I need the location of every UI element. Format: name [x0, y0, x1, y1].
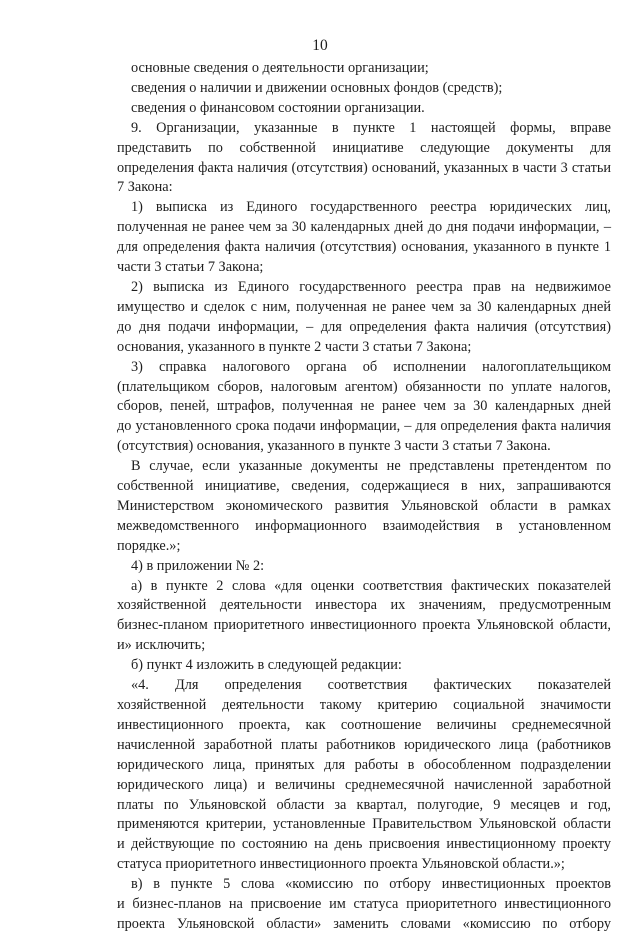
text-line: статуса приоритетного инвестиционного проекта Ульяновской области.»;	[117, 856, 565, 873]
text-line: сборов, пеней, штрафов, полученная не ранее чем за 30 календарных дней	[117, 398, 611, 415]
document-body	[117, 59, 611, 935]
page-number: 10	[312, 37, 328, 54]
text-line: имущество и сделок с ним, полученная не ранее чем за 30 календарных дней	[117, 298, 611, 315]
text-line: юридического лица, принятых для работы в обособленном подразделении	[117, 756, 611, 773]
text-line: собственной инициативе, сведения, содержащиеся в них, запрашиваются	[117, 478, 611, 495]
text-line: и бизнес-планов на присвоение им статуса приоритетного инвестиционного	[117, 896, 611, 913]
text-line: 1) выписка из Единого государственного реестра юридических лиц,	[131, 199, 611, 216]
text-line: платы по Ульяновской области за квартал, полугодие, 9 месяцев и год,	[117, 796, 611, 813]
text-line: Министерством экономического развития Ульяновской области в рамках	[117, 497, 611, 514]
text-line: межведомственного информационного взаимодействия в установленном	[117, 517, 611, 534]
text-line: и действующие по состоянию на день присвоения инвестиционному проекту	[117, 836, 611, 853]
text-line: в) в пункте 5 слова «комиссию по отбору инвестиционных проектов	[131, 876, 611, 893]
text-line: части 3 статьи 7 Закона;	[117, 259, 264, 276]
text-line: и» исключить;	[117, 637, 206, 654]
text-line: 3) справка налогового органа об исполнении налогоплательщиком	[131, 358, 611, 375]
text-line: порядке.»;	[117, 537, 181, 554]
text-line: применяются критерии, установленные Правительством Ульяновской области	[117, 816, 611, 833]
text-line: (плательщиком сборов, налоговым агентом) обязанности по уплате налогов,	[117, 378, 611, 395]
text-line: (отсутствия) основания, указанного в пункте 3 части 3 статьи 7 Закона.	[117, 438, 551, 455]
text-line: инвестиционного проекта, как соотношение величины среднемесячной	[117, 716, 611, 733]
text-line: полученная не ранее чем за 30 календарных дней до дня подачи информации, –	[117, 219, 611, 236]
text-line: определения факта наличия (отсутствия) оснований, указанных в части 3 статьи	[117, 159, 611, 176]
text-line: проекта Ульяновской области» заменить словами «комиссию по отбору	[117, 915, 611, 932]
text-line: для определения факта наличия (отсутствия) основания, указанного в пункте 1	[117, 239, 611, 256]
text-line: начисленной заработной платы работников юридического лица (работников	[117, 736, 611, 753]
text-line: бизнес-планом приоритетного инвестиционного проекта Ульяновской области,	[117, 617, 611, 634]
text-line: основные сведения о деятельности организации;	[131, 60, 429, 76]
text-line: до установленного срока подачи информации, – для определения факта наличия	[117, 418, 611, 435]
text-line: до дня подачи информации, – для определения факта наличия (отсутствия)	[117, 318, 611, 335]
text-line: 2) выписка из Единого государственного реестра прав на недвижимое	[131, 278, 611, 295]
text-line: сведения о финансовом состоянии организации.	[131, 99, 425, 116]
text-line: представить по собственной инициативе следующие документы для	[117, 139, 611, 156]
text-line: «4. Для определения соответствия фактических показателей	[131, 677, 611, 694]
text-line: сведения о наличии и движении основных фондов (средств);	[131, 79, 503, 96]
text-line: а) в пункте 2 слова «для оценки соответствия фактических показателей	[131, 577, 611, 594]
text-line: 7 Закона:	[117, 179, 173, 196]
text-line: хозяйственной деятельности такому критерию социальной значимости	[117, 697, 611, 713]
text-line: б) пункт 4 изложить в следующей редакции:	[131, 657, 402, 674]
text-line: хозяйственной деятельности инвестора их значениям, предусмотренным	[117, 597, 611, 614]
text-line: юридического лица) и величины среднемесячной начисленной заработной	[117, 776, 611, 793]
text-line: 4) в приложении № 2:	[131, 557, 265, 574]
text-line: В случае, если указанные документы не представлены претендентом по	[131, 458, 611, 475]
text-line: основания, указанного в пункте 2 части 3 статьи 7 Закона;	[117, 338, 472, 355]
text-line: 9. Организации, указанные в пункте 1 настоящей формы, вправе	[131, 119, 611, 136]
